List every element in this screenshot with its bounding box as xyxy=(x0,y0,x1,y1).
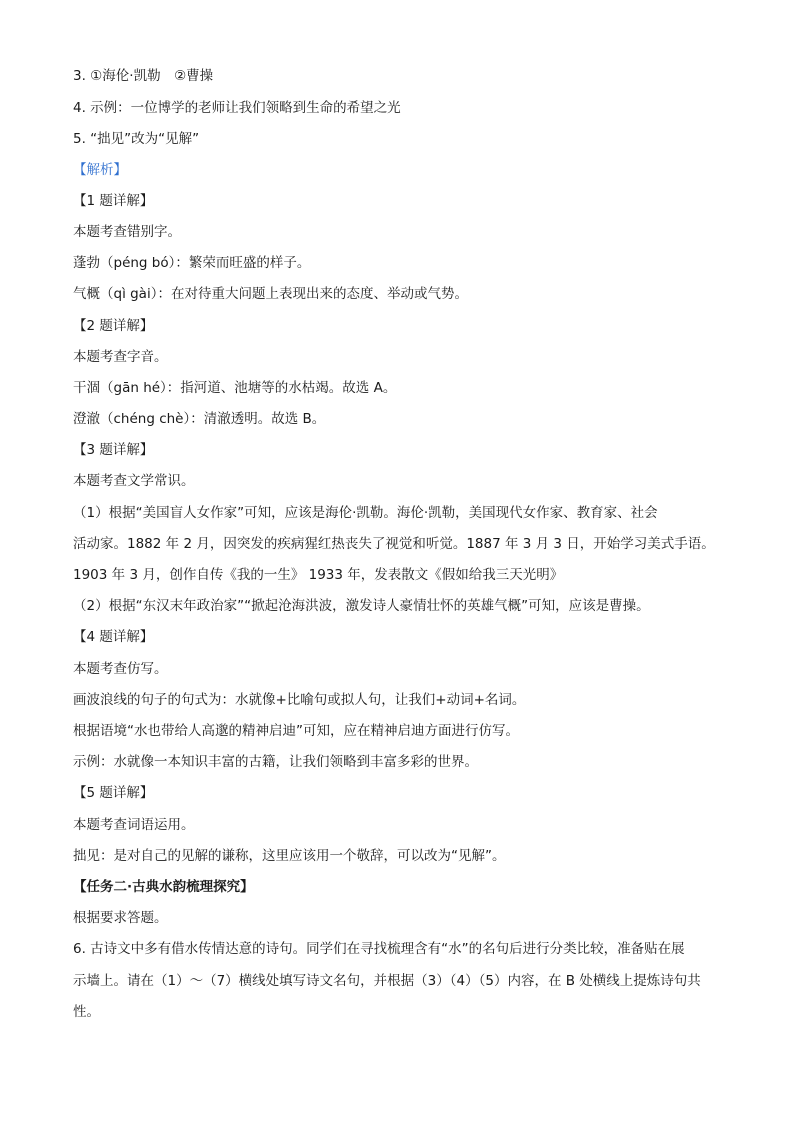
q4-line: 本题考查仿写。 xyxy=(73,661,168,677)
q6-line: 示墙上。请在（1）～（7）横线处填写诗文名句，并根据（3）（4）（5）内容，在 B 处横线上提炼诗句共 xyxy=(73,973,701,989)
q2-line: 干涸（gān hé）：指河道、池塘等的水枯竭。故选 A。 xyxy=(73,380,397,396)
q3-line: 1903 年 3 月，创作自传《我的一生》 1933 年，发表散文《假如给我三天光明》 xyxy=(73,567,564,583)
q5-heading: 【5 题详解】 xyxy=(73,785,154,801)
q5-line: 本题考查词语运用。 xyxy=(73,817,195,833)
analysis-label: 【解析】 xyxy=(73,162,127,178)
q3-line: 本题考查文学常识。 xyxy=(73,473,195,489)
q3-heading: 【3 题详解】 xyxy=(73,442,154,458)
q3-line: （2）根据“东汉末年政治家”“掀起沧海洪波，激发诗人豪情壮怀的英雄气概”可知，应该是曹操。 xyxy=(73,598,650,614)
q6-line: 6. 古诗文中多有借水传情达意的诗句。同学们在寻找梳理含有“水”的名句后进行分类比较，准备贴在展 xyxy=(73,941,685,957)
answer-3: 3. ①海伦·凯勒 ②曹操 xyxy=(73,68,214,84)
q1-line: 气概（qì gài）：在对待重大问题上表现出来的态度、举动或气势。 xyxy=(73,286,468,302)
answer-4: 4. 示例：一位博学的老师让我们领略到生命的希望之光 xyxy=(73,100,401,116)
q3-line: 活动家。1882 年 2 月，因突发的疾病猩红热丧失了视觉和听觉。1887 年 3 月 3 日，开始学习美式手语。 xyxy=(73,536,715,552)
task2-title: 【任务二·古典水韵梳理探究】 xyxy=(73,879,254,895)
q3-line: （1）根据“美国盲人女作家”可知，应该是海伦·凯勒。海伦·凯勒，美国现代女作家、教育家、社会 xyxy=(73,505,658,521)
q4-line: 示例：水就像一本知识丰富的古籍，让我们领略到丰富多彩的世界。 xyxy=(73,754,478,770)
q2-line: 澄澈（chéng chè）：清澈透明。故选 B。 xyxy=(73,411,326,427)
q1-line: 本题考查错别字。 xyxy=(73,224,181,240)
q2-line: 本题考查字音。 xyxy=(73,349,168,365)
q4-heading: 【4 题详解】 xyxy=(73,629,154,645)
task2-intro: 根据要求答题。 xyxy=(73,910,168,926)
q5-line: 拙见：是对自己的见解的谦称，这里应该用一个敬辞，可以改为“见解”。 xyxy=(73,848,506,864)
q1-line: 蓬勃（péng bó）：繁荣而旺盛的样子。 xyxy=(73,255,311,271)
q1-heading: 【1 题详解】 xyxy=(73,193,154,209)
answer-5: 5. “拙见”改为“见解” xyxy=(73,131,200,147)
q2-heading: 【2 题详解】 xyxy=(73,318,154,334)
q4-line: 画波浪线的句子的句式为：水就像+比喻句或拟人句，让我们+动词+名词。 xyxy=(73,692,526,708)
q4-line: 根据语境“水也带给人高邈的精神启迪”可知，应在精神启迪方面进行仿写。 xyxy=(73,723,519,739)
q6-line: 性。 xyxy=(73,1004,100,1020)
